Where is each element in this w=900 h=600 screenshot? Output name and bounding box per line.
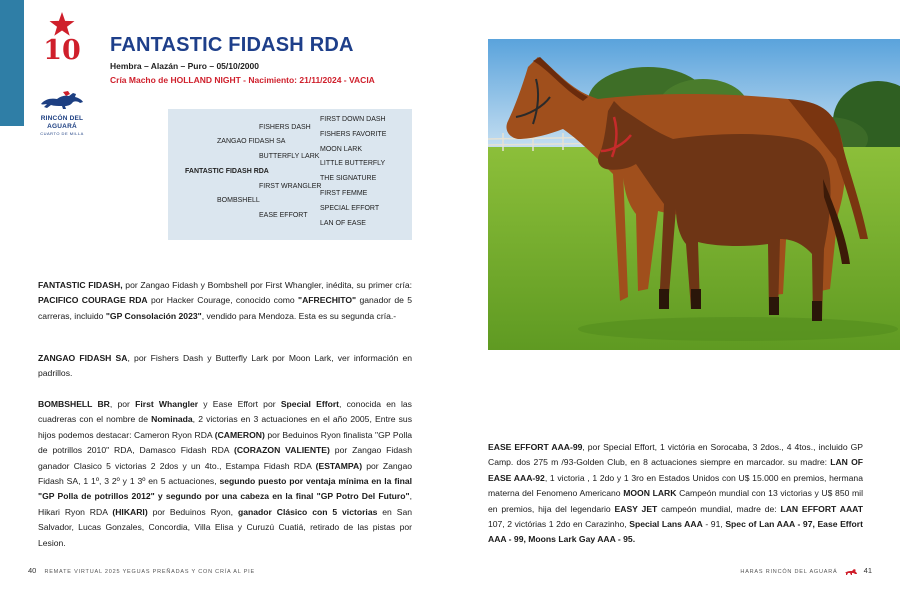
pedigree-sire-dam: BUTTERFLY LARK — [259, 153, 320, 160]
text: por Beduinos Ryon, — [147, 506, 238, 517]
pedigree-dam: BOMBSHELL — [217, 197, 260, 204]
text: , 1 victoria , 1 2do y 1 3ro en Estados Unidos con U$ 15.000 en premios, hermana materna del Fenomeno Americano — [488, 472, 863, 499]
bold-text: Spec of Lan AAA - 97, Ease Effort AAA - 99, Moons Lark Gay AAA - 95. — [488, 519, 863, 545]
sidebar-accent-bar — [0, 0, 24, 126]
text: en San Salvador, Lucas Gonzales, Concordia, Villa Elisa y Curuzú Cuatiá, retirado de las pistas por Lesion. — [38, 506, 412, 548]
bold-text: LAN OF EASE AAA-92 — [488, 457, 864, 483]
bold-text: BOMBSHELL BR — [38, 399, 110, 409]
bold-text: LAN EFFORT AAAT — [780, 503, 863, 514]
paragraph-sire — [38, 351, 412, 382]
bold-text: segundo puesto por ventaja mínima en la final "GP Polla de potrillos 2012" y segundo por una cabeza en la final "GP Potro Del Futuro" — [38, 476, 412, 502]
pedigree-sire: ZANGAO FIDASH SA — [217, 138, 286, 145]
bold-text: FANTASTIC FIDASH, — [38, 280, 123, 290]
pedigree-g3-item: THE SIGNATURE — [320, 175, 377, 182]
text: Campeón mundial con 13 victorias y U$ 850 mil en premios, hija del legendario — [488, 488, 863, 514]
paragraph-second-dam — [488, 440, 863, 548]
text: por Beduinos Ryon finalista "GP Polla de potrillos 2010" RDA, Damasco Fidash RDA — [38, 429, 413, 456]
horse-name-title: FANTASTIC FIDASH RDA — [110, 34, 354, 56]
bold-text: (CORAZON VALIENTE) — [233, 445, 330, 456]
text: campeón mundial, madre de: — [657, 503, 781, 514]
pedigree-g3-item: FISHERS FAVORITE — [320, 131, 387, 138]
pedigree-subject: FANTASTIC FIDASH RDA — [185, 168, 269, 175]
text: - 91, — [702, 519, 726, 530]
horse-racing-icon — [35, 90, 89, 110]
pedigree-dam-sire: FIRST WRANGLER — [259, 183, 322, 190]
bold-text: (ESTAMPA) — [315, 460, 363, 471]
bold-text: MOON LARK — [623, 488, 677, 499]
farm-logo — [30, 90, 94, 136]
footer-right-text: HARAS RINCÓN DEL AGUARÁ — [740, 569, 838, 575]
pedigree-table — [168, 109, 412, 240]
text: ganador de 5 carreras, incluido — [38, 295, 413, 321]
pedigree-g3-item: FIRST FEMME — [320, 190, 368, 197]
footer-left-text: REMATE VIRTUAL 2025 YEGUAS PREÑADAS Y CON CRÍA AL PIE — [44, 569, 255, 575]
bold-text: "GP Consolación 2023" — [105, 310, 202, 321]
horse-icon — [844, 568, 858, 575]
bold-text: Special Lans AAA — [629, 519, 703, 530]
paragraph-dam — [38, 397, 412, 551]
bold-text: (HIKARI) — [112, 506, 148, 517]
text: , por Fishers Dash y Butterfly Lark por Moon Lark, ver información en padrillos. — [38, 353, 413, 379]
pedigree-g3-item: LITTLE BUTTERFLY — [320, 160, 386, 167]
text: por Zangao Fidash SA, 1 1º, 3 2º y 1 3º en 5 actuaciones, — [38, 460, 412, 487]
text: , 2 victorias en 3 actuaciones en el año 2005, Entre sus hijos podemos destacar: Cameron Ryon RDA — [38, 414, 413, 440]
star-icon — [49, 12, 75, 37]
bold-text: "AFRECHITO" — [298, 295, 357, 306]
logo-name: RINCÓN DEL AGUARÁ — [40, 115, 84, 130]
bold-text: Special Effort — [280, 399, 340, 409]
pedigree-g3-item: SPECIAL EFFORT — [320, 205, 380, 212]
bold-text: (CAMERON) — [214, 429, 265, 440]
horse-photo — [488, 39, 900, 350]
text: , por Special Effort, 1 victória en Sorocaba, 3 2dos., 4 4tos., incluido GP Camp. dos 275 m /93-Golden Club, en 8 actuaciones siempre en marcador. su madre: — [488, 442, 863, 468]
pedigree-g3-item: MOON LARK — [320, 146, 363, 153]
bold-text: EASE EFFORT AAA-99 — [488, 442, 583, 452]
text: , conocida en las cuadreras con el nombre de — [38, 399, 412, 425]
footer-left — [28, 566, 255, 575]
horse-details: Hembra – Alazán – Puro – 05/10/2000 — [110, 61, 259, 71]
text: , por — [109, 399, 136, 409]
page-number-left: 40 — [28, 566, 37, 575]
text: por Zangao Fidash ganador Clasico 5 victorias 2 2dos y un 4to., Estampa Fidash RDA — [38, 445, 412, 471]
lot-badge — [36, 12, 88, 65]
pedigree-g3-item: LAN OF EASE — [320, 220, 366, 227]
text: , vendido para Mendoza. Esta es su segunda cría.- — [201, 310, 397, 321]
bold-text: PACIFICO COURAGE RDA — [38, 295, 148, 306]
bold-text: ZANGAO FIDASH SA — [38, 353, 128, 363]
offspring-info: Cría Macho de HOLLAND NIGHT - Nacimiento: 21/11/2024 - VACIA — [110, 75, 375, 85]
bold-text: ganador Clásico con 5 victorias — [237, 506, 378, 517]
text: por Hacker Courage, conocido como — [147, 295, 299, 306]
text: y Ease Effort por — [198, 399, 281, 409]
page-number-right: 41 — [863, 566, 872, 575]
text: 107, 2 victórias 1 2do en Carazinho, — [488, 519, 630, 530]
pedigree-sire-sire: FISHERS DASH — [259, 124, 311, 131]
text: , Hikari Ryon RDA — [38, 491, 412, 517]
text: por Zangao Fidash y Bombshell por First Whangler, inédita, su primer cría: — [122, 280, 413, 290]
bold-text: EASY JET — [614, 503, 658, 514]
pedigree-g3-item: FIRST DOWN DASH — [320, 116, 386, 123]
lot-number: 10 — [43, 35, 81, 66]
pedigree-dam-dam: EASE EFFORT — [259, 212, 308, 219]
paragraph-subject — [38, 278, 412, 324]
footer-right — [740, 566, 872, 575]
bold-text: Nominada — [151, 414, 193, 425]
bold-text: First Whangler — [135, 399, 199, 409]
logo-subtitle: CUARTO DE MILLA — [40, 131, 84, 136]
